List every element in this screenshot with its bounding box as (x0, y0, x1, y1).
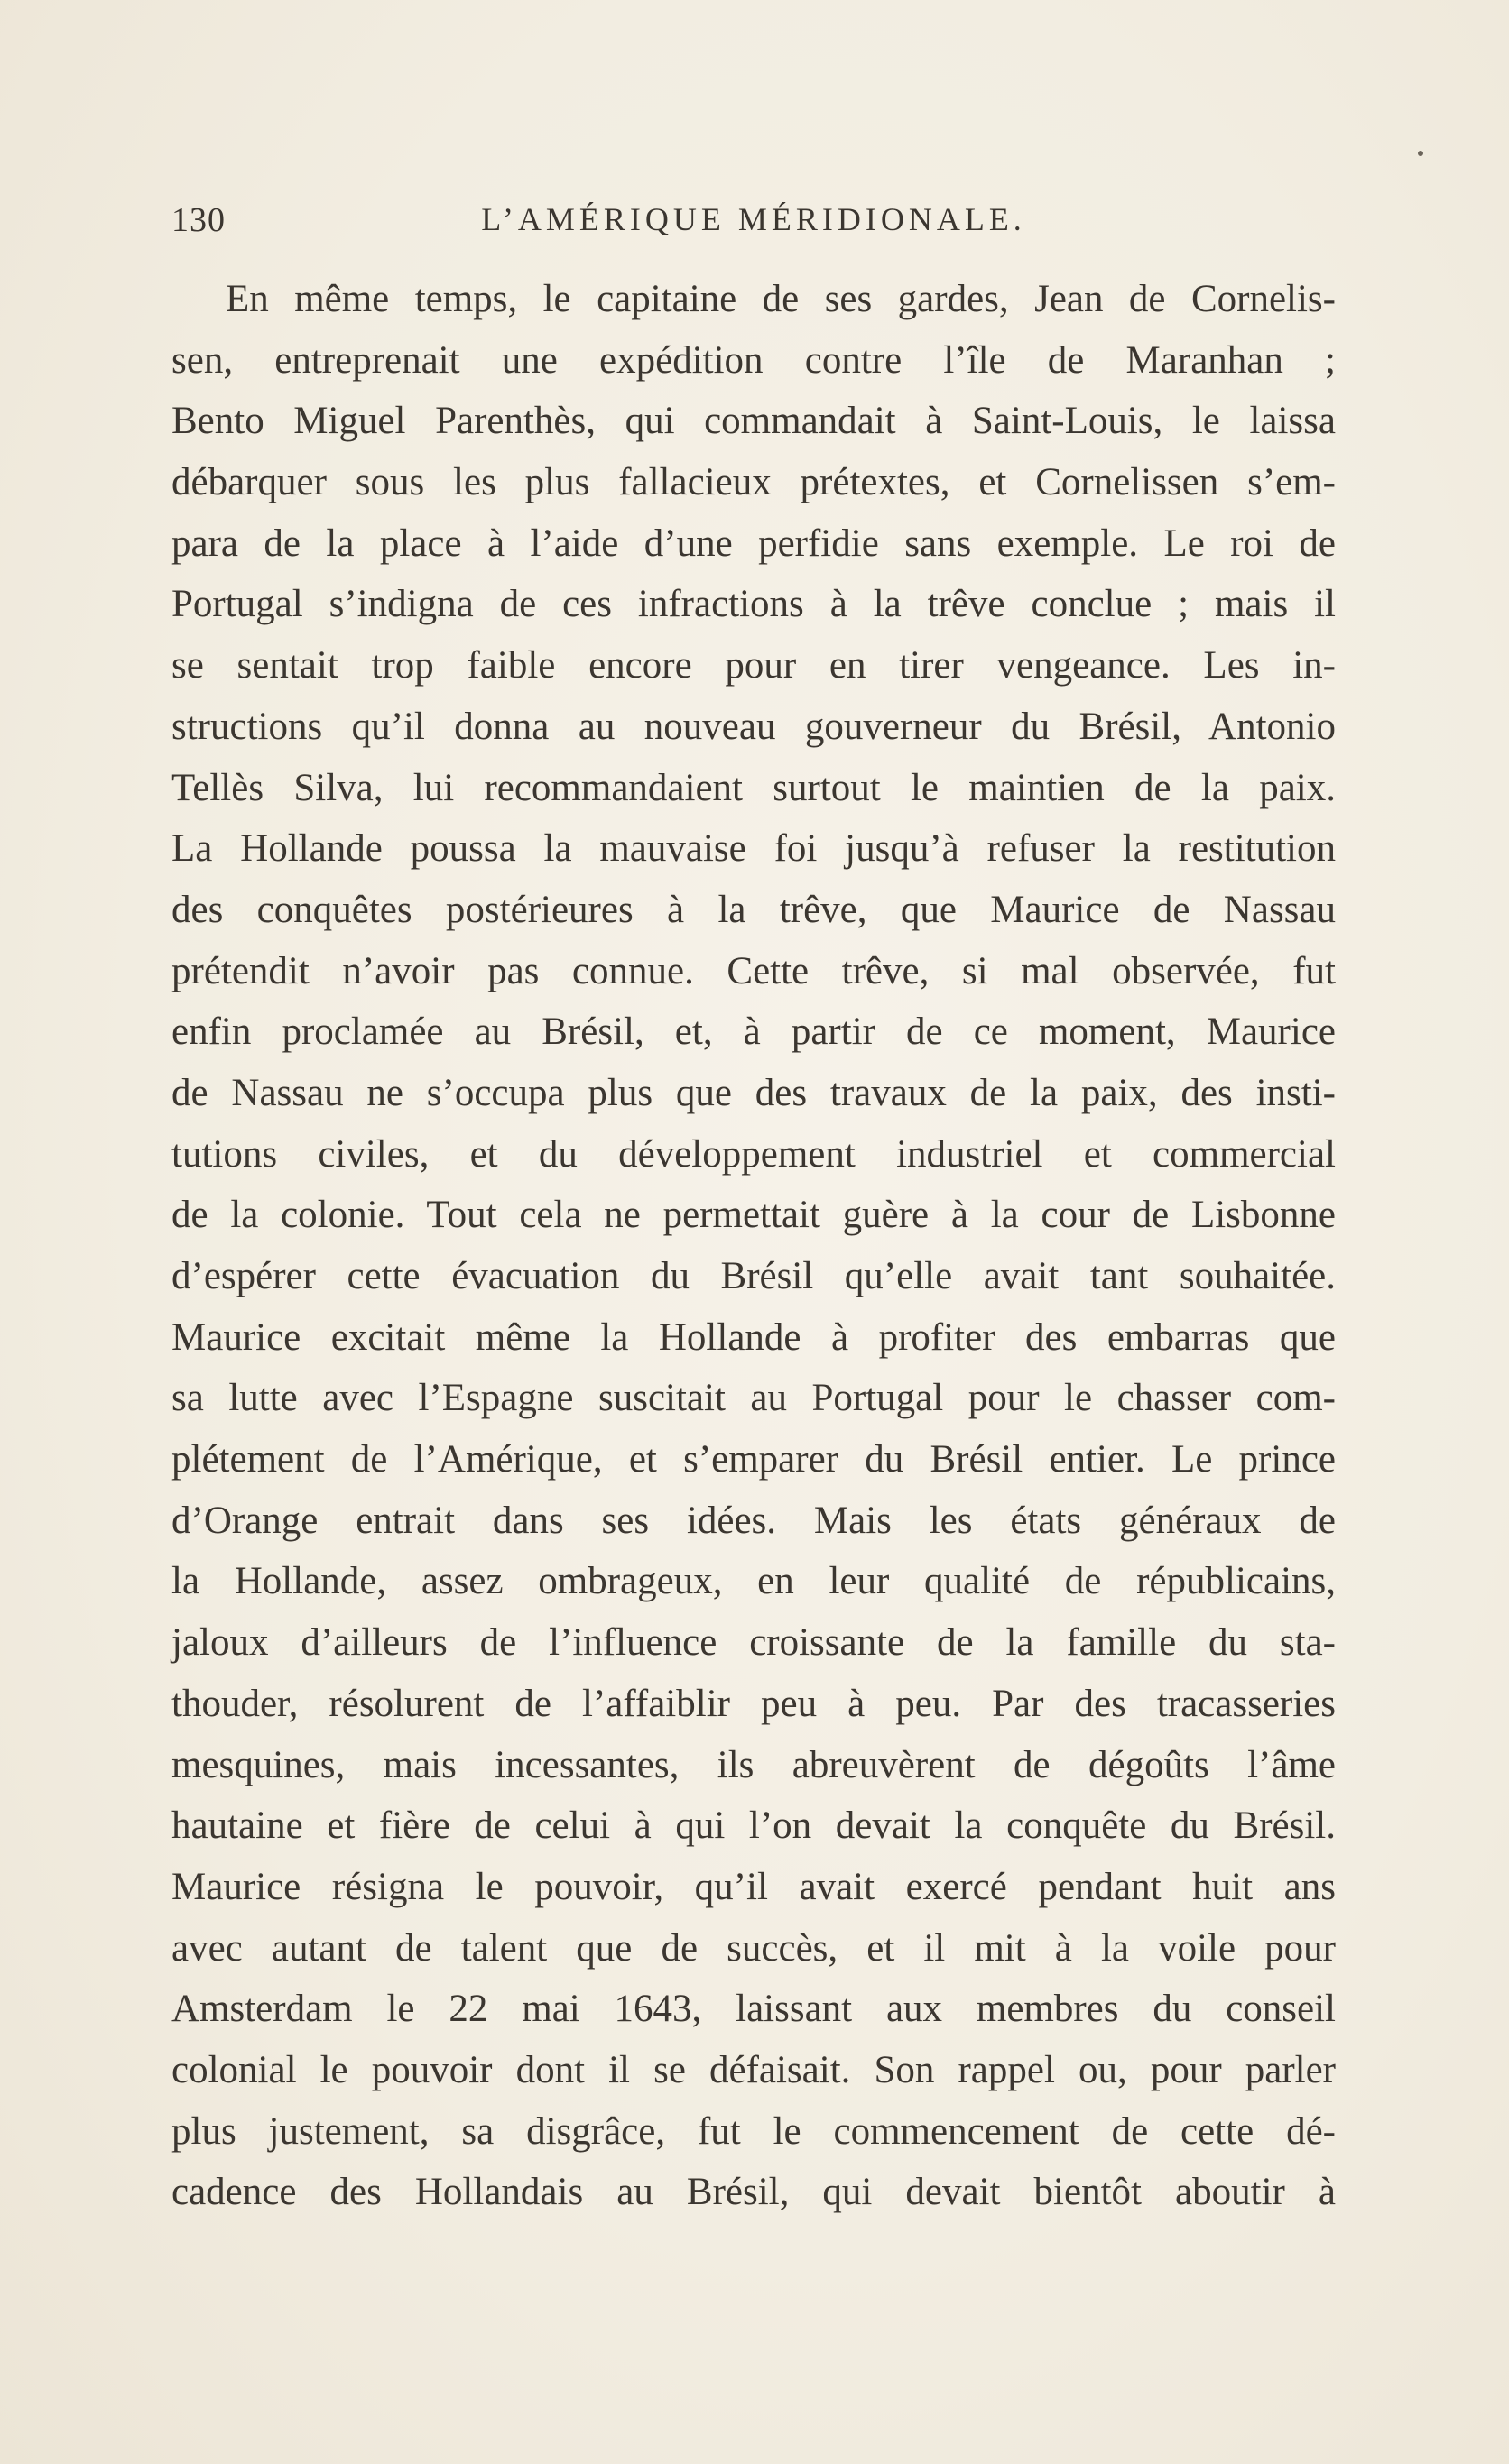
text-line: cadence des Hollandais au Brésil, qui devait bientôt aboutir à (171, 2171, 1336, 2214)
page-header (171, 200, 1336, 245)
text-line: d’espérer cette évacuation du Brésil qu’elle avait tant souhaitée. (171, 1255, 1336, 1297)
text-line: se sentait trop faible encore pour en tirer vengeance. Les in- (171, 644, 1336, 688)
text-line: hautaine et fière de celui à qui l’on devait la conquête du Brésil. (171, 1804, 1336, 1848)
text-line: Amsterdam le 22 mai 1643, laissant aux membres du conseil (171, 1988, 1336, 2031)
text-line: Tellès Silva, lui recommandaient surtout le maintien de la paix. (171, 766, 1336, 809)
text-line: tutions civiles, et du développement industriel et commercial (171, 1132, 1336, 1176)
text-line: En même temps, le capitaine de ses gardes, Jean de Cornelis- (226, 278, 1336, 320)
text-line: prétendit n’avoir pas connue. Cette trêve, si mal observée, fut (171, 949, 1336, 992)
text-line: structions qu’il donna au nouveau gouverneur du Brésil, Antonio (171, 705, 1336, 748)
text-line: sen, entreprenait une expédition contre l’île de Maranhan ; (171, 338, 1336, 382)
body-text (171, 269, 1336, 2223)
text-line: jaloux d’ailleurs de l’influence croissante de la famille du sta- (171, 1621, 1336, 1665)
text-line: Maurice résigna le pouvoir, qu’il avait exercé pendant huit ans (171, 1865, 1336, 1908)
text-line: thouder, résolurent de l’affaiblir peu à peu. Par des tracasseries (171, 1682, 1336, 1725)
text-line: sa lutte avec l’Espagne suscitait au Portugal pour le chasser com- (171, 1377, 1336, 1420)
running-title: L’AMÉRIQUE MÉRIDIONALE. (481, 201, 1026, 237)
text-line: la Hollande, assez ombrageux, en leur qualité de républicains, (171, 1560, 1336, 1603)
paper-speck (1418, 151, 1423, 156)
text-line: d’Orange entrait dans ses idées. Mais les états généraux de (171, 1499, 1336, 1542)
text-line: enfin proclamée au Brésil, et, à partir de ce moment, Maurice (171, 1011, 1336, 1054)
text-line: débarquer sous les plus fallacieux prétextes, et Cornelissen s’em- (171, 461, 1336, 504)
text-line: de Nassau ne s’occupa plus que des travaux de la paix, des insti- (171, 1071, 1336, 1114)
page-number: 130 (171, 201, 226, 239)
text-line: avec autant de talent que de succès, et il mit à la voile pour (171, 1926, 1336, 1970)
text-line: colonial le pouvoir dont il se défaisait. Son rappel ou, pour parler (171, 2048, 1336, 2091)
text-line: Bento Miguel Parenthès, qui commandait à Saint-Louis, le laissa (171, 400, 1336, 443)
text-line: des conquêtes postérieures à la trêve, que Maurice de Nassau (171, 888, 1336, 931)
text-line: de la colonie. Tout cela ne permettait guère à la cour de Lisbonne (171, 1194, 1336, 1237)
text-line: plétement de l’Amérique, et s’emparer du Brésil entier. Le prince (171, 1438, 1336, 1481)
text-line: mesquines, mais incessantes, ils abreuvèrent de dégoûts l’âme (171, 1743, 1336, 1786)
text-line: Portugal s’indigna de ces infractions à la trêve conclue ; mais il (171, 583, 1336, 626)
text-line: para de la place à l’aide d’une perfidie sans exemple. Le roi de (171, 521, 1336, 565)
text-line: plus justement, sa disgrâce, fut le commencement de cette dé- (171, 2109, 1336, 2153)
text-line: Maurice excitait même la Hollande à profiter des embarras que (171, 1315, 1336, 1359)
text-line: La Hollande poussa la mauvaise foi jusqu’à refuser la restitution (171, 827, 1336, 871)
